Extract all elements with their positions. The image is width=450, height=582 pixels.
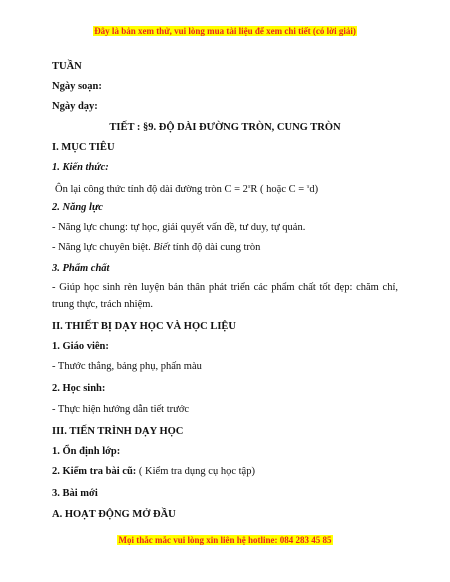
activity-a-heading: A. HOẠT ĐỘNG MỞ ĐẦU xyxy=(52,509,176,520)
old-lesson-check-text: ( Kiểm tra dụng cụ học tập) xyxy=(136,466,255,477)
teaching-date-label: Ngày dạy: xyxy=(52,101,98,112)
preview-notice-text: Đây là bản xem thử, vui lòng mua tài liệu để xem chi tiết (có lời giải) xyxy=(94,26,356,36)
ability-heading: 2. Năng lực xyxy=(52,202,103,213)
student-text: - Thực hiện hướng dẫn tiết trước xyxy=(52,404,190,415)
ability-specific-part: tính độ dài cung tròn xyxy=(170,242,261,253)
hotline-banner xyxy=(0,535,450,546)
ability-specific-text xyxy=(52,241,260,254)
preview-notice-banner xyxy=(0,26,450,37)
teacher-text: - Thước thẳng, bảng phụ, phấn màu xyxy=(52,361,202,372)
knowledge-text xyxy=(55,181,318,196)
quality-text: - Giúp học sinh rèn luyện bản thân phát triển các phẩm chất tốt đẹp: chăm chỉ, trung thực, trách nhiệm. xyxy=(52,282,398,310)
section-equipment-heading: II. THIẾT BỊ DẠY HỌC VÀ HỌC LIỆU xyxy=(52,321,236,332)
hotline-text: Mọi thắc mắc vui lòng xin liên hệ hotline: 084 283 45 85 xyxy=(118,535,332,545)
teacher-heading: 1. Giáo viên: xyxy=(52,341,109,352)
lesson-title: TIẾT : §9. ĐỘ DÀI ĐƯỜNG TRÒN, CUNG TRÒN xyxy=(109,122,341,133)
knowledge-formula-part: R ( hoặc C = xyxy=(250,184,307,195)
knowledge-heading: 1. Kiến thức: xyxy=(52,162,109,173)
prepared-date-label: Ngày soạn: xyxy=(52,81,102,92)
ability-general-text: - Năng lực chung: tự học, giải quyết vấn đề, tư duy, tự quản. xyxy=(52,222,306,233)
section-objectives-heading: I. MỤC TIÊU xyxy=(52,142,115,153)
knowledge-formula-part: d) xyxy=(309,184,319,195)
section-process-heading: III. TIẾN TRÌNH DẠY HỌC xyxy=(52,426,184,437)
quality-heading: 3. Phẩm chất xyxy=(52,263,110,274)
old-lesson-check-label: 2. Kiểm tra bài cũ: xyxy=(52,466,137,477)
new-lesson-item: 3. Bài mới xyxy=(52,488,98,499)
ability-specific-part: - Năng lực chuyên biệt. xyxy=(52,242,154,253)
old-lesson-check-item xyxy=(52,465,255,478)
pi-symbol: π xyxy=(247,185,251,190)
class-stabilize-item: 1. Ổn định lớp: xyxy=(52,446,121,457)
week-label: TUẦN xyxy=(52,61,82,72)
knowledge-formula-part: Ôn lại công thức tính độ dài đường tròn C = 2 xyxy=(55,184,248,195)
pi-symbol: π xyxy=(306,185,310,190)
ability-specific-part: Biết xyxy=(153,242,171,253)
student-heading: 2. Học sinh: xyxy=(52,383,106,394)
